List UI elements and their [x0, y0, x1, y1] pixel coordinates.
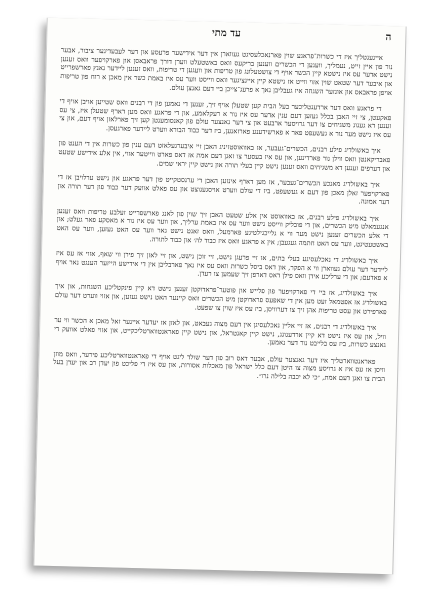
running-title: עד מתי — [211, 27, 241, 40]
paragraph: איך באשולדיג פילע רבנים, אז באוואוסט אין אלע שטעט האבן זיך שוין פון לאנג פארשפרייט זעלבע טריפות וואס זענען אנגעמאלט מיט הכשרים, און די פובליק ווייסט נישט ווער עס איז באמת ערליך, און ווער עס איז נור א מאסקע פאר געלט; און די אלע הכשרים זענען נישט מער ווי א גלייכגילטיגע פארמעל, וואס זאגט נישט גאר ווער עס האט געזען, ווער עס האט באשטעטיגט, ווער עס האט חתמה געגעבן; אין א פראגע וואס איז כבוד לה׳ און כבוד לתורה. — [56, 206, 389, 249]
paragraph: די פראגע וואס דער ארדענטליכער בעל הבית קען שטעלן אויף זיך, זענען די נאמען פון די רבנים וואס שטייען אויבן אויף די פאקעטן, צי זיי האבן בכלל געזען דעם ענין אדער עס איז נור א רעקלאמע, און די פראגע וואס מען דארף שטעלן איז, צי עס זענען דא גענוג משגיחים צו דער גרויסער ארבעט און צי דער גאנצער עולם פון קאנסומענטן קען זיך פארלאזן אויף דעם, און צי עס איז נישט מער נור א געשעפט פאר א פארשידענע פארזאנען, ביז דער כבוד הבורא ווערט ליידער פארגעסן. — [59, 97, 392, 140]
paragraph: איך באשולדיג פילע רבנים, הכשרים־געבער, אז באוואוסטזיניג האבן זיי איבערגעלאזט דעם ענין פון כשרות אין די הענט פון פאבריקאנטן וואס ווילן נור פארדינען, און עס איז בעסער צו זאגן דעם אמת אז דאס פארט ווייטער אזוי, אין אלע אידישע שטעט און דערפים זענען דא משגיחים וואס זענען נישט קיין בעלי תורה און נישט קיין יראי שמים. — [58, 139, 391, 173]
document-page — [33, 18, 405, 575]
body-text — [53, 46, 393, 388]
paragraph: איך באשולדיג מאנכע הכשרים־געבער, אז מען דארף אינזען האבן די ערנסטקייט פון דער פראגע און נישט ערלויבן אז די פארקויפער זאלן מאכן פון דעם א געשעפט, ביז די עולם ווערט אויסגענוצט און עס פאלט אוועק דער כבוד פון דער תורה און דער אמונה. — [57, 172, 390, 207]
page-number: ה — [385, 31, 392, 44]
paragraph: איך באשולדיג די נאכלעסיגע בעלי בתים, אז זיי פרעגן נישט, זיי זוכן נישט, און זיי לאזן זיך פירן ווי שאף, אזוי אז עס איז ליידער דער עולם געווארן ווי א הפקר, און דאס ביסל כשרות וואס עס איז נאך פארבליבן אין די אידישע הייזער הענגט נאר אויף א פאדעם; און די ערליכע אידן וואס פילן דאס דארפן זיך שעמען צו רעדן. — [55, 248, 388, 283]
paragraph: איך באשולדיג, אז ביי די פארקויפער פון פלייש און פוטער־פראדוקטן זענען נישט דא קיין פינקטליכע השגחות, און איך באשולדיג אז אפטמאל זעט מען אין די שאפעס פראדוקטן מיט הכשרים וואס קיינער האט נישט געזען, און אזוי ווערט דער עולם פארפירט און עסט טריפות אהן זיך צו דערוויסן, ביז עס איז שוין צו שפעט. — [54, 282, 387, 316]
paragraph: פאראנטווארטליך איז דער גאנצער עולם, אבער דאס רוב פון דער שולד ליגט אויף די פאראנטווארטליכע פירער, וואס מוזן וויסן אז עס איז א גרויסע מצוה צו היטן דעם כלל ישראל פון מאכלות אסורות, און עס איז די פליכט פון יעדן רב און יעדן בעל הבית צו זאגן דעם אמת, ״כי לא יכבה בלילה נרו״. — [53, 349, 386, 384]
page-header — [47, 24, 405, 49]
paragraph: איך באשולדיג די רבנים, אז זיי אליין נאכלעסיגן אין דעם מצוה געבאט, און לאזן אז יעדער איינער זאל מאכן א הכשר ווי ער וויל, און עס איז נישט דא קיין ארדענונג, נישט קיין קאנטראל, און נישט קיין פאראנטווארטליכקייט, און אזוי פאלט אוועק די גאנצע כשרות, ביז עס בלייבט נור דער נאמען. — [54, 316, 387, 350]
paragraph: איינענטליך איז די כשרות־פראגע שוין פארנאכלעסיגט געווארן אין דער אידישער פרעסע און דער לעבעדיגער ציבור, אבער נור פון איין זייט, נעמליך, וועגען די הכשרים ווענען בריקעס וואס באשטעלט ווערן דורך פראבאסן און פארקויפער וואס זענען נישט אדער עס איז נישטא קיין הכשר אויף די צושטעלונג פון טריפות און וועגען די טריפות, וואס זענען ליידער גאנץ פארשפרייט און איבער דער שטאט שוין אזוי ווייט אז נישטא קיין איינציגער וואס ווייסט ווער עס איז באמת כשר אין מאכן א רוח פון טריפות אויפן פראבאס און אונזער השגחה איז געבליבן נאך א פרעג־צייכן ביי דעם גאנצן עולם. — [60, 46, 393, 97]
